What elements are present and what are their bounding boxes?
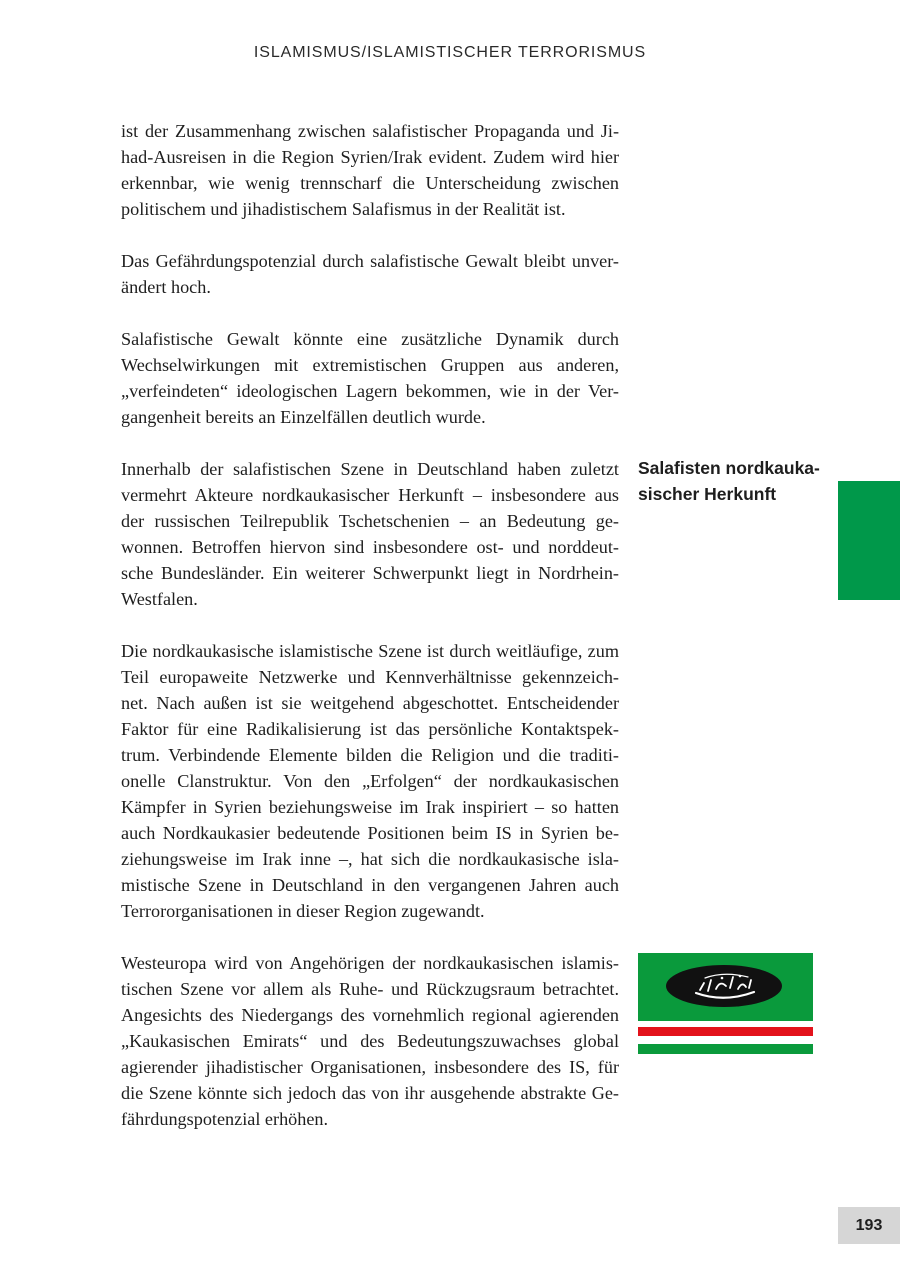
text-line: fährdungspotenzial erhöhen. <box>121 1109 329 1129</box>
flag-white-stripe <box>638 1036 813 1044</box>
text-line: „verfeindeten“ ideologischen Lagern bekommen, wie in der Ver- <box>121 381 619 401</box>
chapter-tab-marker <box>838 481 900 600</box>
margin-heading <box>638 455 828 507</box>
text-line: Terrororganisationen in dieser Region zugewandt. <box>121 901 485 921</box>
text-line: net. Nach außen ist sie weitgehend abgeschottet. Entscheidender <box>121 693 619 713</box>
paragraph-threat-level <box>121 248 619 300</box>
paragraph-propaganda-context <box>121 118 619 222</box>
text-line: trum. Verbindende Elemente bilden die Religion und die traditi- <box>121 745 619 765</box>
paragraph-violence-dynamics <box>121 326 619 430</box>
text-line: agierender jihadistischer Organisationen, insbesondere des IS, für <box>121 1057 619 1077</box>
text-line: Westfalen. <box>121 589 198 609</box>
margin-heading-line: sischer Herkunft <box>638 484 777 504</box>
paragraph-north-caucasian-actors <box>121 456 619 612</box>
text-line: had-Ausreisen in die Region Syrien/Irak evident. Zudem wird hier <box>121 147 619 167</box>
flag-black-oval <box>666 965 782 1007</box>
text-line: „Kaukasischen Emirats“ und des Bedeutungszuwachses global <box>121 1031 619 1051</box>
text-line: Wechselwirkungen mit extremistischen Gruppen aus anderen, <box>121 355 619 375</box>
caucasus-emirate-flag-icon <box>638 953 813 1054</box>
text-line: Kämpfer in Syrien beziehungsweise im Irak inspiriert – so hatten <box>121 797 619 817</box>
text-line: ändert hoch. <box>121 277 211 297</box>
text-line: wonnen. Betroffen hiervon sind insbesondere ost- und norddeut- <box>121 537 619 557</box>
text-line: ist der Zusammenhang zwischen salafistischer Propaganda und Ji- <box>121 121 619 141</box>
text-line: Faktor für eine Radikalisierung ist das persönliche Kontaktspek- <box>121 719 619 739</box>
text-line: politischem und jihadistischem Salafismus in der Realität ist. <box>121 199 566 219</box>
flag-red-stripe <box>638 1027 813 1036</box>
text-line: Das Gefährdungspotenzial durch salafistische Gewalt bleibt unver- <box>121 251 619 271</box>
running-header: ISLAMISMUS/ISLAMISTISCHER TERRORISMUS <box>253 44 647 61</box>
text-line: Innerhalb der salafistischen Szene in Deutschland haben zuletzt <box>121 459 619 479</box>
text-line: ziehungsweise im Irak inne –, hat sich die nordkaukasische isla- <box>121 849 619 869</box>
text-line: mistische Szene in Deutschland in den vergangenen Jahren auch <box>121 875 619 895</box>
text-line: die Szene könnte sich jedoch das von ihr ausgehende abstrakte Ge- <box>121 1083 619 1103</box>
text-line: der russischen Teilrepublik Tschetschenien – an Bedeutung ge- <box>121 511 619 531</box>
text-line: gangenheit bereits an Einzelfällen deutlich wurde. <box>121 407 486 427</box>
text-line: auch Nordkaukasier bedeutende Positionen beim IS in Syrien be- <box>121 823 619 843</box>
page-number: 193 <box>838 1207 900 1244</box>
body-text-column <box>121 118 619 1158</box>
text-line: Salafistische Gewalt könnte eine zusätzliche Dynamik durch <box>121 329 619 349</box>
text-line: sche Bundesländer. Ein weiterer Schwerpunkt liegt in Nordrhein- <box>121 563 619 583</box>
text-line: Angesichts des Niedergangs des vornehmlich regional agierenden <box>121 1005 619 1025</box>
text-line: erkennbar, wie wenig trennscharf die Unterscheidung zwischen <box>121 173 619 193</box>
text-line: Teil europaweite Netzwerke und Kennverhältnisse gekennzeich- <box>121 667 619 687</box>
paragraph-western-europe <box>121 950 619 1132</box>
margin-heading-line: Salafisten nordkauka- <box>638 458 820 478</box>
text-line: Westeuropa wird von Angehörigen der nordkaukasischen islamis- <box>121 953 619 973</box>
text-line: tischen Szene vor allem als Ruhe- und Rückzugsraum betrachtet. <box>121 979 619 999</box>
paragraph-networks <box>121 638 619 924</box>
text-line: Die nordkaukasische islamistische Szene ist durch weitläufige, zum <box>121 641 619 661</box>
flag-white-stripe <box>638 1021 813 1027</box>
text-line: vermehrt Akteure nordkaukasischer Herkunft – insbesondere aus <box>121 485 619 505</box>
text-line: onelle Clanstruktur. Von den „Erfolgen“ der nordkaukasischen <box>121 771 619 791</box>
